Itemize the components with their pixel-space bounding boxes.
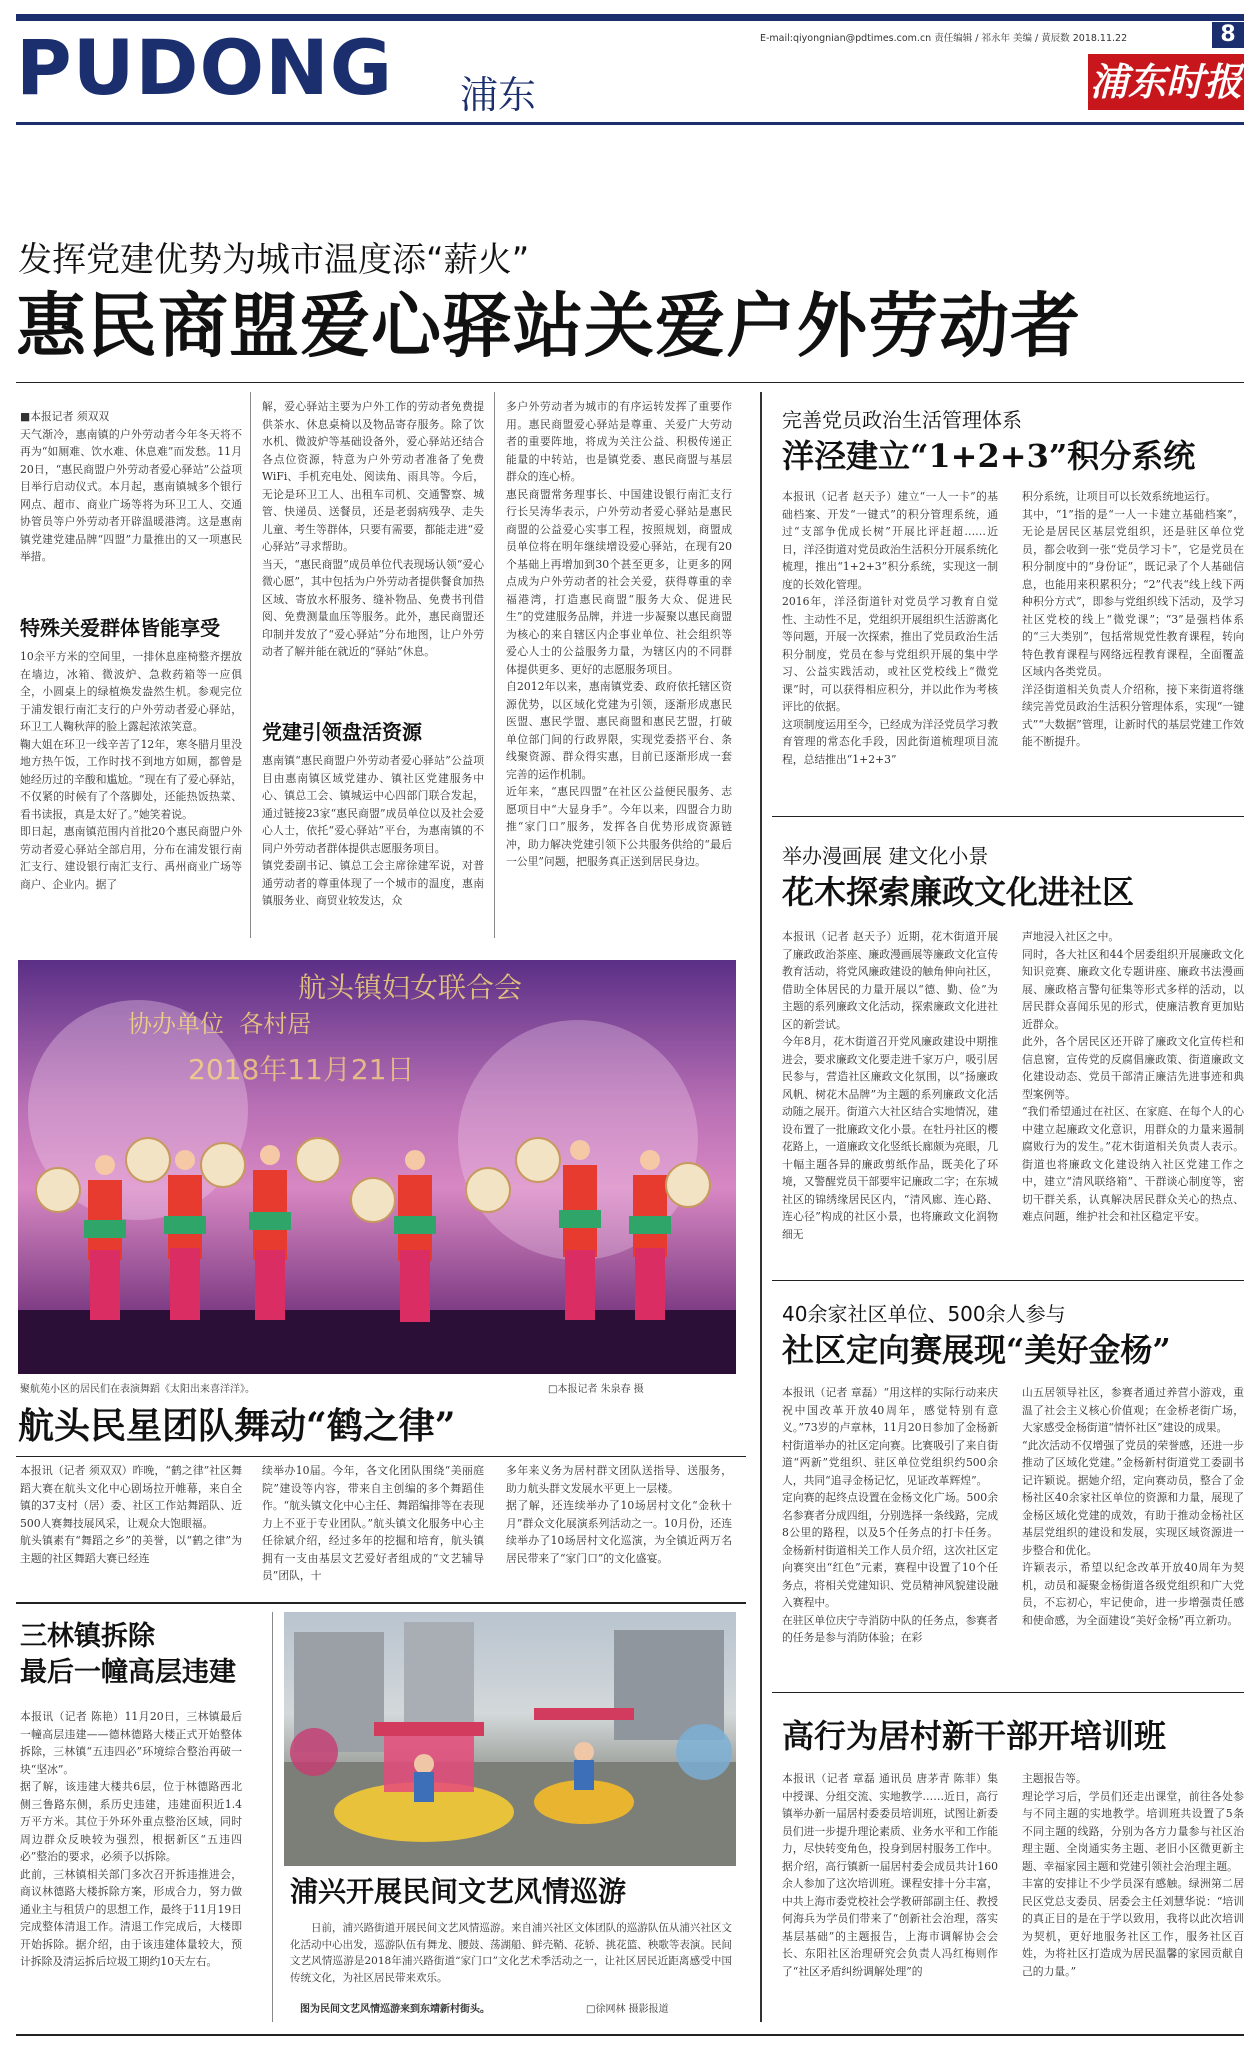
sanlin-title-1: 三林镇拆除 <box>20 1621 155 1652</box>
lead-col1: ■本报记者 须双双 天气渐冷，惠南镇的户外劳动者今年冬天将不再为“如厕难、饮水难、休息难”而发愁。11月20日，“惠民商盟户外劳动者爱心驿站”公益项目举行启动仪式。本月起，惠南镇城多个银行网点、超市、商业广场等将为环卫工人、交通协管员等户外劳动者开辟温暖港湾。这是惠南镇党建党建品牌“四盟”力量推出的又一项惠民举措。 <box>20 410 242 563</box>
gaohang-title: 高行为居村新干部开培训班 <box>782 1717 1167 1755</box>
dance-photo-credit: □本报记者 朱泉春 摄 <box>548 1384 644 1395</box>
masthead-info: E-mail:qiyongnian@pdtimes.com.cn 责任编辑 / 祁永年 美编 / 黄辰数 2018.11.22 <box>760 33 1128 44</box>
section-title-cn: 浦东 <box>460 73 537 117</box>
dance-photo <box>18 960 736 1374</box>
footer-rule <box>16 2034 1244 2036</box>
hangtou-title: 航头民星团队舞动“鹤之律” <box>18 1405 456 1447</box>
huamu-col1: 本报讯（记者 赵天予）近期，花木街道开展了廉政政治茶座、廉政漫画展等廉政文化宣传教育活动，将党风廉政建设的触角伸向社区，借助全体居民的力量开展以“德、勤、俭”为主题的系列廉政文化活动，探索廉政文化进社区的新尝试。 今年8月，花木街道召开党风廉政建设中期推进会，要求廉政文化要走进千家万户，吸引居民参与，营造社区廉政文化氛围，以“扬廉政风帆、树花木品牌”为主题的系列廉政文化活动随之展开。街道六大社区结合实地情况，建设布置了一批廉政文化小景。在牡丹社区的樱花路上，一道廉政文化竖纸长廊颇为亮眼，几十幅主题各异的廉政剪纸作品，既美化了环境，又警醒党员干部要牢记廉政二字；在东城社区的锦绣缘居民区内，“清风廊、连心路、连心径”构成的社区小景，也将廉政文化润物细无 <box>782 930 998 1241</box>
parade-photo-caption: 图为民间文艺风情巡游来到东靖新村街头。 <box>300 2004 490 2015</box>
lead-col1b: 10余平方米的空间里，一排休息座椅整齐摆放在墙边，冰箱、微波炉、急救药箱等一应俱全，小圆桌上的绿植焕发盎然生机。参观完位于浦发银行南汇支行的户外劳动者爱心驿站，环卫工人鞠秋萍的脸上露起浓浓笑意。 鞠大姐在环卫一线辛苦了12年，寒冬腊月里没地方热午饭，工作时找不到地方如厕，都曾是她经历过的辛酸和尴尬。“现在有了爱心驿站，不仅紧的时候有了个落脚处，还能热饭热菜、看书读报，真是太好了。”她笑着说。 即日起，惠南镇范围内首批20个惠民商盟户外劳动者爱心驿站全部启用，分布在浦发银行南汇支行、建设银行南汇支行、禹州商业广场等商户、企业内。据了 <box>20 650 242 891</box>
huamu-col2: 声地浸入社区之中。 同时，各大社区和44个居委组织开展廉政文化知识竞赛、廉政文化专题讲座、廉政书法漫画展、廉政格言警句征集等形式多样的活动，以居民群众喜闻乐见的形式，使廉洁教育更加贴近群众。 此外，各个居民区还开辟了廉政文化宣传栏和信息窗，宣传党的反腐倡廉政策、街道廉政文化建设动态、党员干部清正廉洁先进事迹和典型案例等。 “我们希望通过在社区、在家庭、在每个人的心中建立起廉政文化意识，用群众的力量来遏制腐败行为的发生。”花木街道相关负责人表示。街道也将廉政文化建设纳入社区党建工作之中，建立“清风联络箱”、干群谈心制度等，密切干群关系，认真解决居民群众关心的热点、难点问题，维护社会和社区稳定平安。 <box>1022 930 1244 1223</box>
lead-rule <box>16 382 1244 383</box>
puxing-title: 浦兴开展民间文艺风情巡游 <box>290 1875 627 1908</box>
banner-text-3: 2018年11月21日 <box>188 1053 415 1086</box>
jinyang-col1: 本报讯（记者 章磊）“用这样的实际行动来庆祝中国改革开放40周年，感觉特别有意义。”73岁的卢章林，11月20日参加了金杨新村街道举办的社区定向赛。比赛吸引了来自街道“两新”党组织、驻区单位党组织约500余人，共同“追寻金杨记忆，见证改革辉煌”。 定向赛的起终点设置在金杨文化广场。500余名参赛者分成四组，分别选择一条线路，完成8公里的路程，以及5个任务点的打卡任务。金杨新村街道相关工作人员介绍，这次社区定向赛突出“红色”元素，赛程中设置了10个任务点，将相关党建知识、党员精神风貌建设融入赛程中。 在驻区单位庆宁寺消防中队的任务点，参赛者的任务是参与消防体验；在彩 <box>782 1386 998 1644</box>
jinyang-col2: 山五居领导社区，参赛者通过养营小游戏，重温了社会主义核心价值观；在金桥老街广场，大家感受金杨街道“情怀社区”建设的成果。 “此次活动不仅增强了党员的荣誉感，还进一步推动了区域化党建。”金杨新村街道党工委副书记许颖说。据她介绍，定向赛动员，整合了金杨社区40余家社区单位的资源和力量，展现了金杨区域化党建的成效，有助于推动金杨社区基层党组织的建设和发展，实现区域资源进一步整合和优化。 许颖表示，希望以纪念改革开放40周年为契机，动员和凝聚金杨街道各级党组织和广大党员，不忘初心，牢记使命，进一步增强责任感和使命感，为全面建设“美好金杨”再立新功。 <box>1022 1386 1244 1627</box>
huamu-title: 花木探索廉政文化进社区 <box>782 873 1135 911</box>
hangtou-col1: 本报讯（记者 须双双）昨晚，“鹤之律”社区舞蹈大赛在航头文化中心剧场拉开帷幕，来自全镇的37支村（居）委、社区工作站舞蹈队、近500人赛舞技展风采，让观众大饱眼福。 航头镇素有“舞蹈之乡”的美誉，以“鹤之律”为主题的社区舞蹈大赛已经连 <box>20 1464 242 1565</box>
puxing-body: 日前，浦兴路街道开展民间文艺风情巡游。来自浦兴社区文体团队的巡游队伍从浦兴社区文化活动中心出发，巡游队伍有舞龙、腰鼓、荡湖船、鲜壳鞘、花轿、挑花篮、秧歌等表演。民间文艺风情巡游是2018年浦兴路街道“家门口”文化艺术季活动之一，让社区居民近距离感受中国传统文化，为社区居民带来欢乐。 <box>290 1922 732 1984</box>
sanlin-title-2: 最后一幢高层违建 <box>20 1657 236 1688</box>
banner-text-2: 协办单位 各村居 <box>128 1010 312 1038</box>
lead-subhead-2: 党建引领盘活资源 <box>262 720 422 744</box>
yangjing-col1: 本报讯（记者 赵天予）建立“一人一卡”的基础档案、开发“一键式”的积分管理系统，通过“支部争优成长树”开展比评赶超……近日，洋泾街道对党员政治生活积分开展系统化梳理，推出“1+2+3”积分系统，实现这一制度的长效化管理。 2016年，洋泾街道针对党员学习教育自觉性、主动性不足，党组织开展组织生活游离化等问题，开展一次探索，推出了党员政治生活积分制度，党员在参与党组织开展的集中学习、公益实践活动，或社区党校线上“微党课”时，可以获得相应积分，并以此作为考核评比的依据。 这项制度运用至今，已经成为洋泾党员学习教育管理的常态化手段，因此街道梳理项目流程，总结推出“1+2+3” <box>782 490 998 766</box>
yangjing-title: 洋泾建立“1+2+3”积分系统 <box>782 437 1196 475</box>
hangtou-col3: 多年来义务为居村群文团队送指导、送服务，助力航头群文发展水平更上一层楼。 据了解，还连续举办了10场居村文化“金秋十月”群众文化展演系列活动之一。10月份，还连续举办了10场居村文化巡演，为全镇近两万名居民带来了“家门口”的文化盛宴。 <box>506 1464 732 1565</box>
gaohang-col1: 本报讯（记者 章磊 通讯员 唐茅青 陈菲）集中授课、分组交流、实地教学……近日，高行镇举办新一届居村委委员培训班，试图让新委员们进一步提升理论素质、业务水平和工作能力，尽快转变角色，投身到居村服务工作中。 据介绍，高行镇新一届居村委会成员共计160余人参加了这次培训班。课程安排十分丰富，中共上海市委党校社会学教研部副主任、教授何海兵为学员们带来了“创新社会治理，落实基层基础”的主题报告，上海市调解协会会长、东阳社区治理研究会负责人冯红梅则作了“社区矛盾纠纷调解处理”的 <box>782 1772 998 1978</box>
yangjing-kicker: 完善党员政治生活管理体系 <box>782 408 1022 432</box>
dance-photo-caption: 聚航苑小区的居民们在表演舞蹈《太阳出来喜洋洋》。 <box>20 1384 255 1395</box>
page-number: 8 <box>1212 22 1244 48</box>
jinyang-title: 社区定向赛展现“美好金杨” <box>782 1331 1171 1369</box>
newspaper-logo: 浦东时报 <box>1088 54 1244 110</box>
section-title: PUDONG <box>16 23 394 112</box>
parade-photo <box>284 1612 736 1866</box>
masthead-rule <box>16 122 1244 125</box>
sanlin-body: 本报讯（记者 陈艳）11月20日，三林镇最后一幢高层违建——德林德路大楼正式开始整体拆除，三林镇“五违四必”环境综合整治再破一块“坚冰”。 据了解，该违建大楼共6层，位于林德路西北侧三鲁路东侧，系历史违建，违建面积近1.4万平方米。其位于外环外重点整治区域，同时周边群众反映较为强烈，根据新区“五违四必”整治的要求，必须予以拆除。 此前，三林镇相关部门多次召开拆违推进会，商议林德路大楼拆除方案，形成合力，努力做通业主与租赁户的思想工作，最终于11月19日完成整体清退工作。清退工作完成后，大楼即开始拆除。据介绍，由于该违建体量较大，预计拆除及清运拆后垃圾工期约10天左右。 <box>20 1710 242 1968</box>
masthead-top-bar <box>16 14 1244 21</box>
gaohang-col2: 主题报告等。 理论学习后，学员们还走出课堂，前往各处参与不同主题的实地教学。培训班共设置了5条不同主题的线路，分别为各方力量参与社区治理主题、全岗通实务主题、老旧小区微更新主题、幸福家园主题和党建引领社会治理主题。 丰富的安排让不少学员深有感触。绿洲第二居民区党总支委员、居委会主任刘慧华说：“培训的真正目的是在于学以致用，我将以此次培训为契机，更好地服务社区工作，服务社区百姓，为将社区打造成为居民温馨的家园贡献自己的力量。” <box>1022 1772 1244 1978</box>
jinyang-kicker: 40余家社区单位、500余人参与 <box>782 1302 1066 1326</box>
banner-text-1: 航头镇妇女联合会 <box>298 971 523 1004</box>
lead-kicker: 发挥党建优势为城市温度添“薪火” <box>18 240 530 280</box>
parade-photo-scene <box>284 1612 736 1866</box>
dance-photo-scene <box>18 960 736 1374</box>
hangtou-col2: 续举办10届。今年，各文化团队围绕“美丽庭院”建设等内容，带来自主创编的多个舞蹈佳作。“航头镇文化中心主任、舞蹈编排等在表现力上不亚于专业团队。”航头镇文化服务中心主任徐斌介绍，经过多年的挖掘和培育，航头镇拥有一支由基层文艺爱好者组成的“文艺辅导员”团队，十 <box>262 1464 484 1582</box>
parade-photo-credit: □徐网林 摄影报道 <box>586 2004 669 2015</box>
lead-col2: 解，爱心驿站主要为户外工作的劳动者免费提供茶水、休息桌椅以及物品寄存服务。除了饮水机、微波炉等基础设备外，爱心驿站还结合各点位资源，特意为户外劳动者准备了免费WiFi、手机充电处、阅读角、雨具等。今后，无论是环卫工人、出租车司机、交通警察、城管、快递员、送餐员，还是老弱病残孕、走失儿童、考生等群体，只要有需要，都能走进“爱心驿站”寻求帮助。 当天，“惠民商盟”成员单位代表现场认领“爱心微心愿”，其中包括为户外劳动者提供餐食加热区域、寄放水杯服务、缝补物品、免费书刊借阅、免费测量血压等服务。此外，惠民商盟还印制并发放了“爱心驿站”分布地图，让户外劳动者了解并能在就近的“驿站”休息。 <box>262 400 484 658</box>
lead-title: 惠民商盟爱心驿站关爱户外劳动者 <box>16 284 1081 367</box>
yangjing-col2: 积分系统，让项目可以长效系统地运行。 其中，“1”指的是“一人一卡建立基础档案”，无论是居民区基层党组织，还是驻区单位党员，都会收到一张“党员学习卡”，它是党员在积分制度中的“身份证”，既记录了个人基础信息，也能用来积累积分；“2”代表“线上线下两种积分方式”，即参与党组织线下活动，及学习社区党校的线上“微党课”；“3”是强档体系的“三大类别”，包括常规党性教育课程，转向特色教育课程与网络远程教育课程，全面覆盖区域内各类党员。 洋泾街道相关负责人介绍称，接下来街道将继续完善党员政治生活积分管理体系，实现“一键式”“大数据”管理，让新时代的基层党建工作效能不断提升。 <box>1022 490 1244 748</box>
lead-col3: 多户外劳动者为城市的有序运转发挥了重要作用。惠民商盟爱心驿站是尊重、关爱广大劳动者的重要阵地，将成为关注公益、积极传递正能量的中转站，也是镇党委、惠民商盟与基层群众的连心桥。 惠民商盟常务理事长、中国建设银行南汇支行行长吴涛华表示，户外劳动者爱心驿站是惠民商盟的公益爱心实事工程，按照规划，商盟成员单位将在明年继续增设爱心驿站，在现有20个基础上再增加到30个甚至更多，让更多的网点成为户外劳动者的社会关爱，获得尊重的幸福港湾，打造惠民商盟“服务大众、促进民生”的党建服务品牌，并进一步凝聚以惠民商盟为核心的来自辖区内企事业单位、社会组织等爱心人士的公益服务力量，为辖区内的不同群体提供更多、更好的志愿服务项目。 自2012年以来，惠南镇党委、政府依托辖区资源优势，以区域化党建为引领，逐渐形成惠民医盟、惠民学盟、惠民商盟和惠民艺盟，打破单位部门间的行政界限，实现党委搭平台、条线聚资源、群众得实惠，目前已逐渐形成一套完善的运作机制。 近年来，“惠民四盟”在社区公益便民服务、志愿项目中“大显身手”。今年以来，四盟合力助推“家门口”服务，发挥各自优势形成资源链冲，助力解决党建引领下公共服务供给的“最后一公里”问题，把服务真正送到居民身边。 <box>506 400 732 868</box>
lead-col2b: 惠南镇“惠民商盟户外劳动者爱心驿站”公益项目由惠南镇区域党建办、镇社区党建服务中心、镇总工会、镇城运中心四部门联合发起，通过链接23家“惠民商盟”成员单位以及社会爱心人士，依托“爱心驿站”平台，为惠南镇的不同户外劳动者群体提供志愿服务项目。 镇党委副书记、镇总工会主席徐建军说，对普通劳动者的尊重体现了一个城市的温度，惠南镇服务业、商贸业较发达，众 <box>262 754 484 907</box>
lead-subhead-1: 特殊关爱群体皆能享受 <box>20 616 220 640</box>
huamu-kicker: 举办漫画展 建文化小景 <box>782 844 989 868</box>
